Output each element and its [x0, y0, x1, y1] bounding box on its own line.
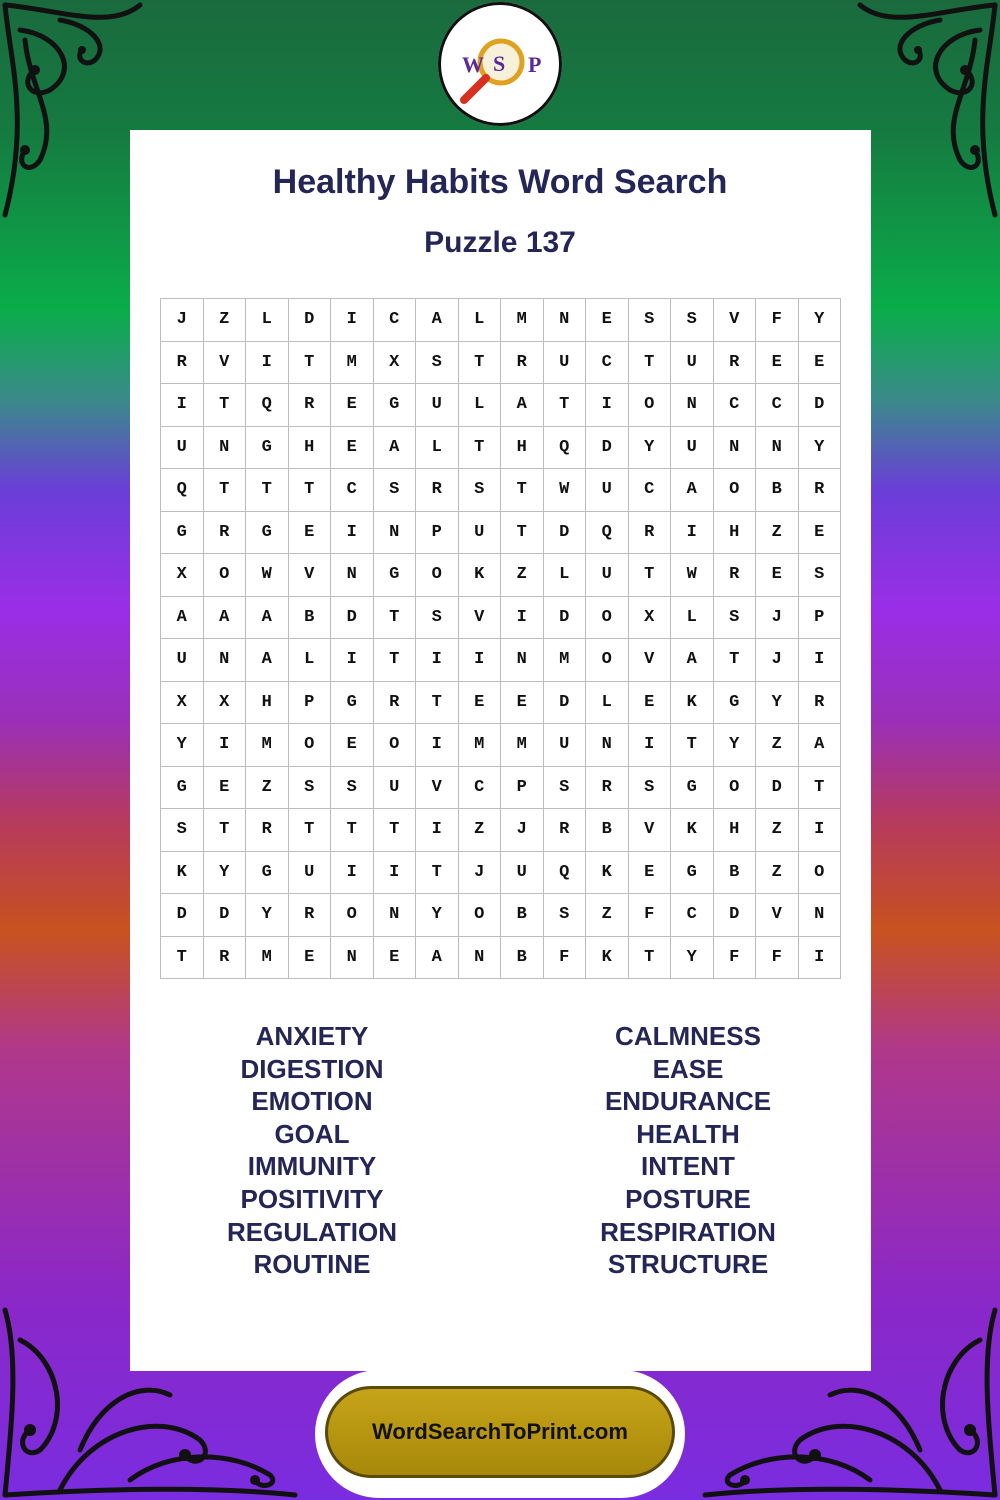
word-list-item: INTENT: [641, 1151, 735, 1182]
grid-cell[interactable]: U: [374, 767, 417, 810]
grid-cell[interactable]: O: [714, 767, 757, 810]
grid-cell[interactable]: F: [544, 937, 587, 980]
grid-cell[interactable]: E: [331, 384, 374, 427]
grid-cell[interactable]: M: [459, 724, 502, 767]
grid-cell[interactable]: M: [501, 299, 544, 342]
grid-cell[interactable]: T: [331, 809, 374, 852]
grid-cell[interactable]: C: [629, 469, 672, 512]
grid-cell[interactable]: M: [246, 724, 289, 767]
grid-cell[interactable]: E: [204, 767, 247, 810]
grid-cell[interactable]: O: [629, 384, 672, 427]
grid-cell[interactable]: S: [331, 767, 374, 810]
grid-cell[interactable]: I: [416, 639, 459, 682]
word-list-right: [538, 1020, 838, 1281]
grid-cell[interactable]: N: [374, 512, 417, 555]
logo-letter-w: W: [462, 52, 484, 77]
word-list-item: EASE: [652, 1053, 724, 1084]
grid-cell[interactable]: V: [289, 554, 332, 597]
grid-cell[interactable]: D: [204, 894, 247, 937]
grid-cell[interactable]: S: [799, 554, 842, 597]
grid-cell[interactable]: I: [416, 724, 459, 767]
page-title: Healthy Habits Word Search: [272, 163, 728, 201]
grid-cell[interactable]: D: [586, 427, 629, 470]
grid-cell[interactable]: H: [501, 427, 544, 470]
grid-cell[interactable]: Q: [586, 512, 629, 555]
grid-cell[interactable]: Y: [161, 724, 204, 767]
grid-cell[interactable]: T: [629, 937, 672, 980]
word-list-item: STRUCTURE: [607, 1249, 769, 1280]
grid-cell[interactable]: I: [331, 299, 374, 342]
word-list-item: EMOTION: [251, 1086, 373, 1117]
word-list-item: GOAL: [274, 1118, 350, 1149]
grid-cell[interactable]: B: [501, 894, 544, 937]
grid-cell[interactable]: G: [246, 512, 289, 555]
grid-cell[interactable]: H: [714, 809, 757, 852]
grid-cell[interactable]: M: [544, 639, 587, 682]
word-list-item: CALMNESS: [615, 1021, 761, 1051]
grid-cell[interactable]: K: [586, 852, 629, 895]
magnifier-icon: [438, 2, 562, 126]
grid-cell[interactable]: U: [544, 724, 587, 767]
grid-cell[interactable]: R: [161, 342, 204, 385]
grid-cell[interactable]: I: [331, 639, 374, 682]
grid-cell[interactable]: W: [671, 554, 714, 597]
grid-cell[interactable]: T: [289, 469, 332, 512]
grid-cell[interactable]: N: [374, 894, 417, 937]
grid-cell[interactable]: I: [416, 809, 459, 852]
grid-cell[interactable]: R: [416, 469, 459, 512]
grid-cell[interactable]: S: [374, 469, 417, 512]
grid-cell[interactable]: R: [204, 937, 247, 980]
grid-cell[interactable]: R: [501, 342, 544, 385]
grid-cell[interactable]: J: [756, 597, 799, 640]
grid-cell[interactable]: T: [416, 682, 459, 725]
grid-cell[interactable]: Y: [671, 937, 714, 980]
grid-cell[interactable]: N: [331, 554, 374, 597]
grid-cell[interactable]: O: [331, 894, 374, 937]
grid-cell[interactable]: X: [629, 597, 672, 640]
grid-cell[interactable]: I: [799, 809, 842, 852]
word-list-item: HEALTH: [636, 1118, 740, 1149]
grid-cell[interactable]: X: [204, 682, 247, 725]
grid-cell[interactable]: T: [629, 554, 672, 597]
grid-cell[interactable]: R: [289, 894, 332, 937]
grid-cell[interactable]: N: [586, 724, 629, 767]
grid-cell[interactable]: E: [756, 342, 799, 385]
grid-cell[interactable]: D: [161, 894, 204, 937]
grid-cell[interactable]: R: [714, 554, 757, 597]
grid-cell[interactable]: R: [799, 469, 842, 512]
grid-cell[interactable]: I: [501, 597, 544, 640]
grid-cell[interactable]: S: [161, 809, 204, 852]
grid-cell[interactable]: Y: [629, 427, 672, 470]
grid-cell[interactable]: Z: [756, 809, 799, 852]
grid-cell[interactable]: M: [246, 937, 289, 980]
grid-cell[interactable]: C: [671, 894, 714, 937]
grid-cell[interactable]: T: [246, 469, 289, 512]
grid-cell[interactable]: O: [416, 554, 459, 597]
grid-cell[interactable]: Y: [204, 852, 247, 895]
grid-cell[interactable]: L: [416, 427, 459, 470]
grid-cell[interactable]: R: [374, 682, 417, 725]
grid-cell[interactable]: T: [289, 342, 332, 385]
grid-cell[interactable]: L: [289, 639, 332, 682]
word-list-item: POSITIVITY: [240, 1183, 384, 1214]
grid-cell[interactable]: S: [671, 299, 714, 342]
grid-cell[interactable]: I: [331, 852, 374, 895]
grid-cell[interactable]: N: [331, 937, 374, 980]
grid-cell[interactable]: V: [459, 597, 502, 640]
grid-cell[interactable]: C: [331, 469, 374, 512]
grid-cell[interactable]: A: [246, 597, 289, 640]
grid-cell[interactable]: V: [714, 299, 757, 342]
grid-cell[interactable]: T: [204, 469, 247, 512]
grid-cell[interactable]: U: [586, 469, 629, 512]
grid-cell[interactable]: Q: [246, 384, 289, 427]
grid-cell[interactable]: X: [374, 342, 417, 385]
grid-cell[interactable]: T: [799, 767, 842, 810]
grid-cell[interactable]: W: [246, 554, 289, 597]
grid-cell[interactable]: E: [289, 512, 332, 555]
grid-cell[interactable]: O: [586, 639, 629, 682]
grid-cell[interactable]: D: [544, 597, 587, 640]
grid-cell[interactable]: K: [161, 852, 204, 895]
grid-cell[interactable]: E: [586, 299, 629, 342]
grid-cell[interactable]: D: [544, 682, 587, 725]
grid-cell[interactable]: T: [374, 639, 417, 682]
grid-cell[interactable]: V: [204, 342, 247, 385]
grid-cell[interactable]: Q: [544, 852, 587, 895]
grid-cell[interactable]: Y: [714, 724, 757, 767]
grid-cell[interactable]: U: [416, 384, 459, 427]
grid-cell[interactable]: D: [544, 512, 587, 555]
grid-cell[interactable]: Z: [756, 852, 799, 895]
grid-cell[interactable]: E: [331, 427, 374, 470]
grid-cell[interactable]: N: [204, 427, 247, 470]
grid-cell[interactable]: G: [331, 682, 374, 725]
grid-cell[interactable]: B: [714, 852, 757, 895]
grid-cell[interactable]: O: [204, 554, 247, 597]
grid-cell[interactable]: T: [204, 384, 247, 427]
grid-cell[interactable]: C: [374, 299, 417, 342]
grid-cell[interactable]: E: [629, 852, 672, 895]
grid-cell[interactable]: T: [629, 342, 672, 385]
grid-cell[interactable]: L: [459, 299, 502, 342]
grid-cell[interactable]: U: [289, 852, 332, 895]
grid-cell[interactable]: N: [459, 937, 502, 980]
grid-cell[interactable]: O: [714, 469, 757, 512]
logo-letter-p: P: [528, 52, 542, 77]
grid-cell[interactable]: T: [374, 597, 417, 640]
grid-cell[interactable]: F: [714, 937, 757, 980]
wsp-logo: [438, 2, 562, 126]
grid-cell[interactable]: F: [756, 299, 799, 342]
grid-cell[interactable]: N: [714, 427, 757, 470]
grid-cell[interactable]: Y: [246, 894, 289, 937]
grid-cell[interactable]: O: [459, 894, 502, 937]
grid-cell[interactable]: O: [289, 724, 332, 767]
word-list-item: RESPIRATION: [600, 1216, 776, 1247]
grid-cell[interactable]: N: [204, 639, 247, 682]
grid-cell[interactable]: G: [246, 427, 289, 470]
grid-cell[interactable]: I: [459, 639, 502, 682]
grid-cell[interactable]: B: [586, 809, 629, 852]
grid-cell[interactable]: K: [586, 937, 629, 980]
grid-cell[interactable]: F: [756, 937, 799, 980]
word-list-left: [162, 1020, 462, 1281]
grid-cell[interactable]: E: [756, 554, 799, 597]
grid-cell[interactable]: I: [671, 512, 714, 555]
grid-cell[interactable]: J: [501, 809, 544, 852]
grid-cell[interactable]: M: [501, 724, 544, 767]
grid-cell[interactable]: L: [586, 682, 629, 725]
grid-cell[interactable]: N: [671, 384, 714, 427]
letter-grid: [160, 298, 841, 979]
grid-cell[interactable]: V: [629, 809, 672, 852]
grid-cell[interactable]: U: [161, 427, 204, 470]
grid-cell[interactable]: A: [416, 299, 459, 342]
grid-cell[interactable]: C: [586, 342, 629, 385]
grid-cell[interactable]: N: [799, 894, 842, 937]
grid-cell[interactable]: A: [799, 724, 842, 767]
grid-cell[interactable]: U: [586, 554, 629, 597]
grid-cell[interactable]: A: [416, 937, 459, 980]
grid-cell[interactable]: Y: [799, 299, 842, 342]
grid-cell[interactable]: H: [246, 682, 289, 725]
grid-cell[interactable]: A: [374, 427, 417, 470]
puzzle-number: Puzzle 137: [424, 226, 576, 259]
grid-cell[interactable]: S: [629, 767, 672, 810]
grid-cell[interactable]: Y: [416, 894, 459, 937]
website-link-button[interactable]: WordSearchToPrint.com: [325, 1386, 675, 1478]
grid-cell[interactable]: R: [544, 809, 587, 852]
grid-cell[interactable]: B: [756, 469, 799, 512]
grid-cell[interactable]: T: [459, 342, 502, 385]
grid-cell[interactable]: S: [544, 894, 587, 937]
word-list-item: ENDURANCE: [604, 1086, 772, 1117]
grid-cell[interactable]: B: [501, 937, 544, 980]
grid-cell[interactable]: J: [756, 639, 799, 682]
grid-cell[interactable]: T: [459, 427, 502, 470]
grid-cell[interactable]: I: [586, 384, 629, 427]
grid-cell[interactable]: M: [331, 342, 374, 385]
grid-cell[interactable]: A: [161, 597, 204, 640]
grid-cell[interactable]: D: [289, 299, 332, 342]
grid-cell[interactable]: U: [671, 342, 714, 385]
grid-cell[interactable]: S: [416, 597, 459, 640]
grid-cell[interactable]: D: [714, 894, 757, 937]
grid-cell[interactable]: O: [374, 724, 417, 767]
grid-cell[interactable]: I: [374, 852, 417, 895]
grid-cell[interactable]: P: [289, 682, 332, 725]
grid-cell[interactable]: T: [204, 809, 247, 852]
grid-cell[interactable]: T: [714, 639, 757, 682]
grid-cell[interactable]: G: [671, 767, 714, 810]
grid-cell[interactable]: I: [629, 724, 672, 767]
grid-cell[interactable]: E: [501, 682, 544, 725]
grid-cell[interactable]: A: [204, 597, 247, 640]
grid-cell[interactable]: E: [799, 512, 842, 555]
grid-cell[interactable]: D: [756, 767, 799, 810]
grid-cell[interactable]: Z: [204, 299, 247, 342]
grid-cell[interactable]: I: [799, 937, 842, 980]
grid-cell[interactable]: N: [756, 427, 799, 470]
word-list-item: DIGESTION: [240, 1053, 384, 1084]
grid-cell[interactable]: R: [289, 384, 332, 427]
grid-cell[interactable]: G: [714, 682, 757, 725]
grid-cell[interactable]: O: [586, 597, 629, 640]
grid-cell[interactable]: T: [374, 809, 417, 852]
grid-cell[interactable]: T: [671, 724, 714, 767]
grid-cell[interactable]: S: [416, 342, 459, 385]
logo-letter-s: S: [493, 51, 506, 76]
word-list-item: ROUTINE: [253, 1249, 371, 1280]
grid-cell[interactable]: H: [289, 427, 332, 470]
grid-cell[interactable]: X: [161, 554, 204, 597]
grid-cell[interactable]: U: [501, 852, 544, 895]
grid-cell[interactable]: L: [246, 299, 289, 342]
grid-cell[interactable]: G: [671, 852, 714, 895]
grid-cell[interactable]: I: [331, 512, 374, 555]
word-list-item: ANXIETY: [255, 1021, 369, 1051]
grid-cell[interactable]: J: [459, 852, 502, 895]
word-list-item: REGULATION: [227, 1216, 397, 1247]
word-list-item: IMMUNITY: [247, 1151, 377, 1182]
grid-cell[interactable]: G: [246, 852, 289, 895]
grid-cell[interactable]: S: [459, 469, 502, 512]
grid-cell[interactable]: L: [544, 554, 587, 597]
grid-cell[interactable]: Z: [586, 894, 629, 937]
grid-cell[interactable]: Z: [459, 809, 502, 852]
grid-cell[interactable]: A: [246, 639, 289, 682]
grid-cell[interactable]: P: [799, 597, 842, 640]
grid-cell[interactable]: S: [714, 597, 757, 640]
grid-cell[interactable]: V: [756, 894, 799, 937]
grid-cell[interactable]: Q: [161, 469, 204, 512]
grid-cell[interactable]: S: [629, 299, 672, 342]
grid-cell[interactable]: P: [416, 512, 459, 555]
grid-cell[interactable]: U: [544, 342, 587, 385]
grid-cell[interactable]: R: [204, 512, 247, 555]
grid-cell[interactable]: B: [289, 597, 332, 640]
grid-cell[interactable]: K: [671, 682, 714, 725]
grid-cell[interactable]: G: [374, 384, 417, 427]
grid-cell[interactable]: E: [331, 724, 374, 767]
grid-cell[interactable]: C: [459, 767, 502, 810]
grid-cell[interactable]: T: [501, 512, 544, 555]
grid-cell[interactable]: N: [501, 639, 544, 682]
grid-cell[interactable]: T: [161, 937, 204, 980]
grid-cell[interactable]: J: [161, 299, 204, 342]
grid-cell[interactable]: D: [799, 384, 842, 427]
grid-cell[interactable]: E: [459, 682, 502, 725]
grid-cell[interactable]: O: [799, 852, 842, 895]
grid-cell[interactable]: Y: [799, 427, 842, 470]
grid-cell[interactable]: C: [714, 384, 757, 427]
grid-cell[interactable]: T: [501, 469, 544, 512]
grid-cell[interactable]: U: [671, 427, 714, 470]
grid-cell[interactable]: P: [501, 767, 544, 810]
grid-cell[interactable]: L: [671, 597, 714, 640]
grid-cell[interactable]: A: [671, 639, 714, 682]
word-list-item: POSTURE: [625, 1183, 751, 1214]
grid-cell[interactable]: C: [756, 384, 799, 427]
grid-cell[interactable]: I: [246, 342, 289, 385]
grid-cell[interactable]: Q: [544, 427, 587, 470]
grid-cell[interactable]: G: [161, 512, 204, 555]
grid-cell[interactable]: Z: [501, 554, 544, 597]
grid-cell[interactable]: Z: [246, 767, 289, 810]
grid-cell[interactable]: N: [544, 299, 587, 342]
grid-cell[interactable]: I: [799, 639, 842, 682]
grid-cell[interactable]: H: [714, 512, 757, 555]
grid-cell[interactable]: U: [459, 512, 502, 555]
grid-cell[interactable]: E: [374, 937, 417, 980]
grid-cell[interactable]: G: [374, 554, 417, 597]
grid-cell[interactable]: R: [714, 342, 757, 385]
grid-cell[interactable]: T: [289, 809, 332, 852]
grid-cell[interactable]: I: [161, 384, 204, 427]
grid-cell[interactable]: R: [629, 512, 672, 555]
grid-cell[interactable]: R: [246, 809, 289, 852]
grid-cell[interactable]: G: [161, 767, 204, 810]
grid-cell[interactable]: D: [331, 597, 374, 640]
grid-cell[interactable]: T: [416, 852, 459, 895]
grid-cell[interactable]: U: [161, 639, 204, 682]
grid-cell[interactable]: E: [629, 682, 672, 725]
grid-cell[interactable]: V: [416, 767, 459, 810]
grid-cell[interactable]: V: [629, 639, 672, 682]
grid-cell[interactable]: R: [799, 682, 842, 725]
grid-cell[interactable]: A: [501, 384, 544, 427]
grid-cell[interactable]: X: [161, 682, 204, 725]
grid-cell[interactable]: L: [459, 384, 502, 427]
grid-cell[interactable]: E: [289, 937, 332, 980]
grid-cell[interactable]: K: [671, 809, 714, 852]
grid-cell[interactable]: F: [629, 894, 672, 937]
grid-cell[interactable]: Y: [756, 682, 799, 725]
grid-cell[interactable]: Z: [756, 512, 799, 555]
grid-cell[interactable]: E: [799, 342, 842, 385]
grid-cell[interactable]: S: [289, 767, 332, 810]
grid-cell[interactable]: T: [544, 384, 587, 427]
grid-cell[interactable]: S: [544, 767, 587, 810]
grid-cell[interactable]: A: [671, 469, 714, 512]
grid-cell[interactable]: Z: [756, 724, 799, 767]
grid-cell[interactable]: K: [459, 554, 502, 597]
grid-cell[interactable]: W: [544, 469, 587, 512]
grid-cell[interactable]: I: [204, 724, 247, 767]
grid-cell[interactable]: R: [586, 767, 629, 810]
